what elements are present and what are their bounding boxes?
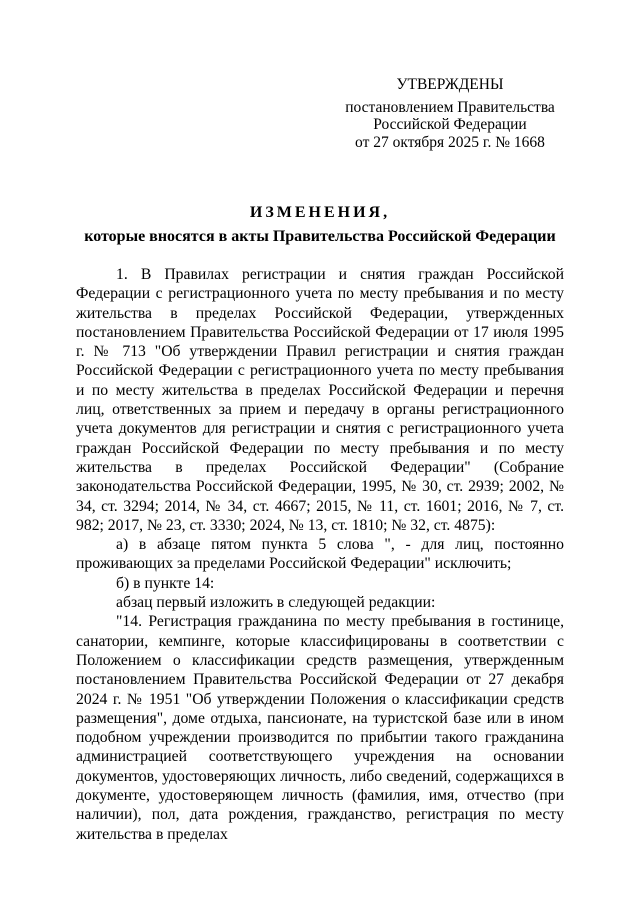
approval-line-1: постановлением Правительства	[345, 98, 555, 116]
approval-block	[330, 76, 570, 151]
approval-title: УТВЕРЖДЕНЫ	[396, 76, 504, 93]
paragraph-1: 1. В Правилах регистрации и снятия граждан Российской Федерации с регистрационного учета по месту пребывания и по месту жительства в пределах Российской Федерации, утвержденных постановлением Правительства Российской Федерации от 17 июля 1995 г. № 713 "Об утверждении Правил регистрации и снятия граждан Российской Федерации с регистрационного учета по месту пребывания и по месту жительства в пределах Российской Федерации и перечня лиц, ответственных за прием и передачу в органы регистрационного учета документов для регистрации и снятия с регистрационного учета граждан Российской Федерации по месту пребывания и по месту жительства в пределах Российской Федерации" (Собрание законодательства Российской Федерации, 1995, № 30, ст. 2939; 2002, № 34, ст. 3294; 2014, № 34, ст. 4667; 2015, № 11, ст. 1601; 2016, № 7, ст. 982; 2017, № 23, ст. 3330; 2024, № 13, ст. 1810; № 32, ст. 4875):	[76, 266, 564, 534]
approval-line-2: Российской Федерации	[373, 116, 527, 133]
document-title: ИЗМЕНЕНИЯ,	[249, 204, 391, 221]
document-body	[76, 265, 564, 844]
paragraph-4: абзац первый изложить в следующей редакции:	[116, 594, 436, 612]
paragraph-5: "14. Регистрация гражданина по месту пребывания в гостинице, санатории, кемпинге, которые классифицированы в соответствии с Положением о классификации средств размещения, утвержденным постановлением Правительства Российской Федерации от 27 декабря 2024 г. № 1951 "Об утверждении Положения о классификации средств размещения", доме отдыха, пансионате, на туристской базе или в ином подобном учреждении производится по прибытии такого гражданина администрацией соответствующего учреждения на основании документов, удостоверяющих личность, либо сведений, содержащихся в документе, удостоверяющем личность (фамилия, имя, отчество (при наличии), пол, дата рождения, гражданство, регистрация по месту жительства в пределах	[76, 613, 564, 843]
document-heading	[0, 201, 640, 248]
paragraph-3: б) в пункте 14:	[116, 574, 215, 592]
approval-line-3: от 27 октября 2025 г. № 1668	[355, 133, 545, 151]
paragraph-2: а) в абзаце пятом пункта 5 слова ", - для лиц, постоянно проживающих за пределами Российской Федерации" исключить;	[76, 536, 564, 573]
document-subtitle: которые вносятся в акты Правительства Российской Федерации	[84, 228, 556, 245]
